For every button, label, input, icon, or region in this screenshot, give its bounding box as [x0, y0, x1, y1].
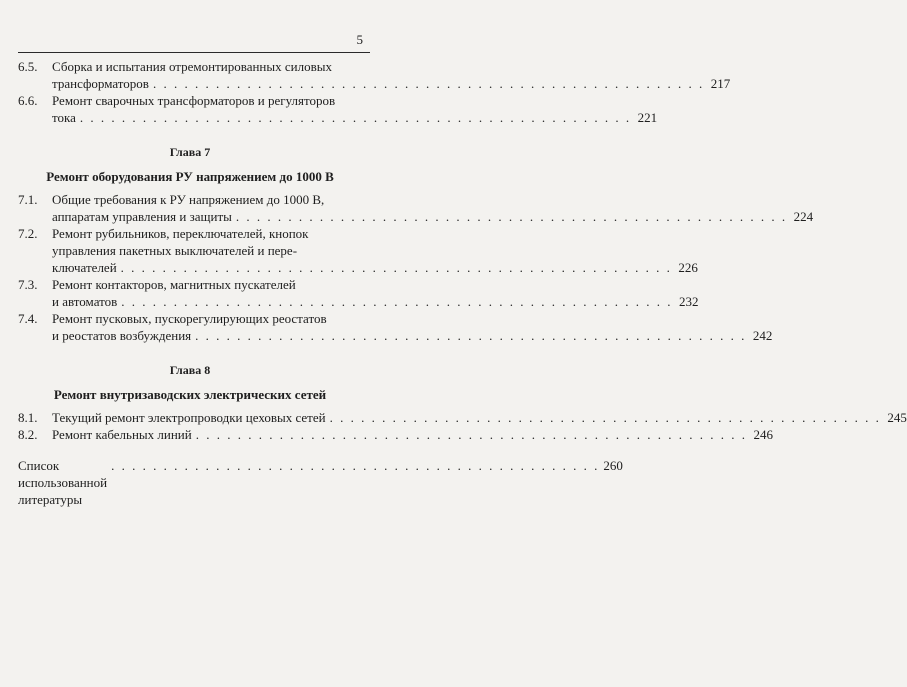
entry-last-line	[52, 409, 907, 426]
page-ref: 246	[753, 427, 773, 442]
chapter-8-entries	[18, 409, 907, 443]
section-number: 7.4.	[18, 311, 38, 326]
header-rule	[18, 52, 370, 53]
entry-title-tail: Текущий ремонт электропроводки цеховых сетей	[52, 410, 326, 425]
toc-entry	[18, 92, 658, 126]
entry-last-line	[52, 109, 657, 126]
entry-title-line: управления пакетных выключателей и пере-	[52, 243, 298, 258]
chapter-8-label: Глава 8	[169, 363, 211, 377]
entry-title-tail: трансформаторов	[52, 76, 149, 91]
toc-entry	[18, 225, 698, 276]
dot-leader	[121, 293, 672, 310]
toc-entry	[18, 426, 773, 443]
page-ref: 232	[679, 294, 699, 309]
toc-entry	[18, 191, 814, 225]
toc-entry	[18, 58, 731, 92]
chapter-7-entries	[18, 191, 814, 344]
toc-entry	[18, 310, 773, 344]
entry-title-line: Ремонт пусковых, пускорегулирующих реостатов	[52, 311, 327, 326]
entry-body	[52, 310, 772, 344]
section-number: 8.1.	[18, 410, 38, 425]
section-number: 6.6.	[18, 93, 38, 108]
entry-title-tail: аппаратам управления и защиты	[52, 209, 232, 224]
entry-title-tail: и автоматов	[52, 294, 118, 309]
page-number: 5	[356, 32, 363, 47]
page-ref: 221	[637, 110, 658, 125]
entry-body	[52, 225, 698, 276]
entry-last-line	[52, 75, 730, 92]
page-ref: 217	[710, 76, 731, 91]
entry-title-line: Общие требования к РУ напряжением до 1000 В,	[52, 192, 325, 207]
entry-last-line	[52, 426, 773, 443]
entry-body	[52, 426, 773, 443]
entry-title-tail: Ремонт кабельных линий	[52, 427, 192, 442]
entry-body	[52, 58, 730, 92]
chapter-7-title: Ремонт оборудования РУ напряжением до 1000 В	[46, 169, 334, 184]
dot-leader	[111, 457, 599, 474]
bibliography-page: 260	[603, 458, 623, 473]
dot-leader	[121, 259, 672, 276]
entry-title-tail: и реостатов возбуждения	[52, 328, 192, 343]
entry-title-line: Сборка и испытания отремонтированных силовых	[52, 59, 332, 74]
section-number: 6.5.	[18, 59, 38, 74]
dot-leader	[330, 409, 881, 426]
page-ref: 245	[887, 410, 907, 425]
entry-last-line	[52, 293, 699, 310]
top-entries	[18, 58, 731, 126]
bibliography-entry	[18, 457, 623, 508]
section-number: 7.1.	[18, 192, 38, 207]
entry-body	[52, 276, 699, 310]
entry-last-line	[52, 259, 698, 276]
page-ref: 224	[793, 209, 814, 224]
chapter-7-label: Глава 7	[169, 145, 211, 159]
entry-title-line: Ремонт рубильников, переключателей, кнопок	[52, 226, 309, 241]
entry-body	[52, 191, 813, 225]
entry-title-tail: тока	[52, 110, 76, 125]
toc-entry	[18, 409, 907, 426]
toc-entry	[18, 276, 699, 310]
entry-last-line	[52, 327, 772, 344]
section-number: 7.3.	[18, 277, 38, 292]
section-number: 7.2.	[18, 226, 38, 241]
page-ref: 226	[678, 260, 698, 275]
entry-title-tail: ключателей	[52, 260, 117, 275]
page-ref: 242	[752, 328, 773, 343]
entry-title-line: Ремонт сварочных трансформаторов и регуляторов	[52, 93, 336, 108]
entry-last-line	[52, 208, 813, 225]
dot-leader	[236, 208, 787, 225]
dot-leader	[195, 327, 746, 344]
chapter-8-title: Ремонт внутризаводских электрических сетей	[53, 387, 327, 402]
section-number: 8.2.	[18, 427, 38, 442]
dot-leader	[153, 75, 704, 92]
entry-body	[52, 92, 657, 126]
entry-title-line: Ремонт контакторов, магнитных пускателей	[52, 277, 296, 292]
bibliography-label: Список использованной литературы	[18, 458, 108, 507]
table-of-contents	[18, 58, 907, 508]
entry-body	[52, 409, 907, 426]
dot-leader	[80, 109, 631, 126]
dot-leader	[196, 426, 747, 443]
